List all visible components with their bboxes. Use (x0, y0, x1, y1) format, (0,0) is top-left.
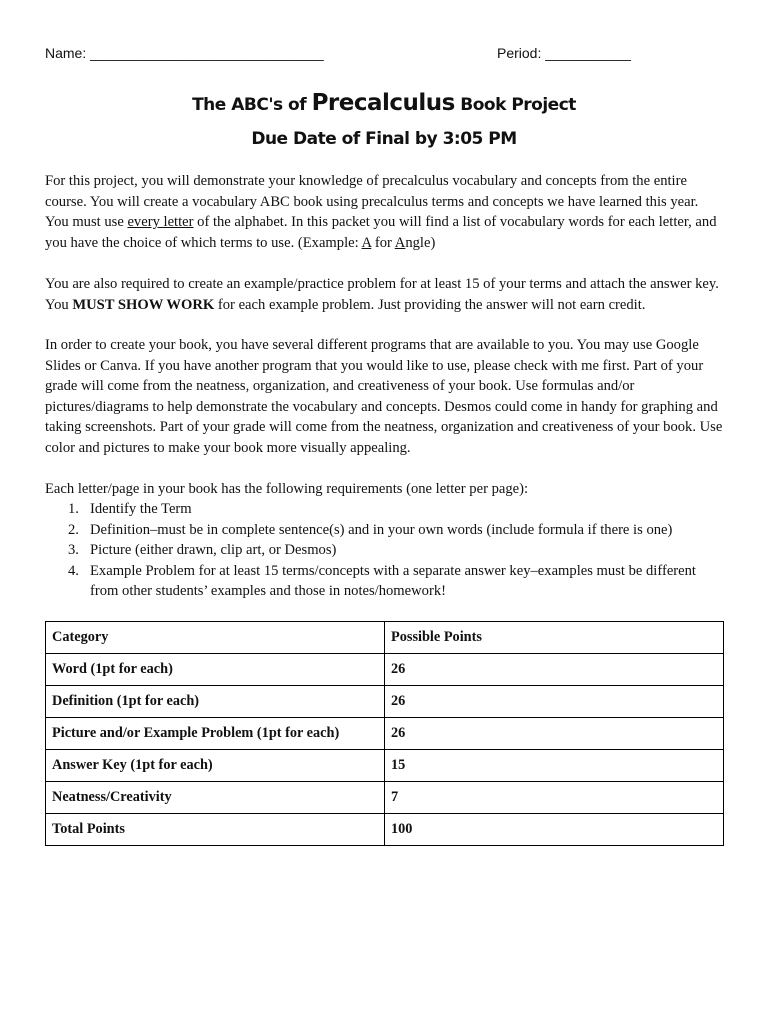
intro-underlined-a-2: A (394, 234, 406, 251)
requirement-number: 4. (68, 562, 79, 579)
table-row (46, 718, 724, 750)
table-cell-points: 15 (385, 750, 724, 782)
requirement-text: Identify the Term (90, 501, 192, 517)
period-field-label: Period: ___________ (497, 45, 631, 61)
intro-text-1: For this project, you will demonstrate your knowledge of precalculus vocabulary and concepts from the entire course. You will create a vocabulary ABC book using precalculus terms and concepts we have learned this year. You must use (45, 173, 699, 230)
table-row (46, 686, 724, 718)
title-part-2: Precalculus (311, 90, 455, 116)
requirements-intro: Each letter/page in your book has the following requirements (one letter per page): (45, 481, 529, 497)
table-cell-points: 26 (385, 718, 724, 750)
table-cell-category: Answer Key (1pt for each) (46, 750, 385, 782)
requirement-number: 3. (68, 542, 79, 558)
table-total-row (46, 814, 724, 846)
title-part-3: Book Project (454, 95, 576, 115)
requirement-item (45, 520, 725, 541)
requirement-text: Picture (either drawn, clip art, or Desmos) (90, 542, 337, 558)
table-cell-points: 100 (385, 814, 724, 846)
requirement-item (45, 561, 725, 602)
requirement-number: 1. (68, 501, 79, 517)
table-row (46, 654, 724, 686)
table-cell-category: Word (1pt for each) (46, 654, 385, 686)
points-table (45, 621, 724, 846)
intro-underlined-a-1: A (361, 234, 372, 251)
table-cell-points: 26 (385, 654, 724, 686)
requirement-item (45, 540, 725, 561)
example-bold-must-show-work: MUST SHOW WORK (72, 296, 215, 313)
table-cell-category: Total Points (46, 814, 385, 846)
requirement-number: 2. (68, 521, 79, 538)
intro-text-4: ngle) (405, 234, 436, 251)
table-cell-category: Category (46, 622, 385, 654)
table-cell-points: Possible Points (385, 622, 724, 654)
requirement-text: Definition–must be in complete sentence(s) and in your own words (include formula if there is one) (90, 521, 673, 538)
table-row (46, 782, 724, 814)
table-cell-category: Definition (1pt for each) (46, 686, 385, 718)
table-cell-category: Neatness/Creativity (46, 782, 385, 814)
table-row (46, 750, 724, 782)
requirement-text: Example Problem for at least 15 terms/concepts with a separate answer key–examples must be different from other students’ examples and those in notes/homework! (90, 562, 696, 599)
name-field-label: Name: ______________________________ (45, 45, 324, 61)
example-text-1: You are also required to create an example/practice problem for at least 15 of your terms and attach the answer key. You (45, 276, 719, 313)
programs-paragraph: In order to create your book, you have several different programs that are available to you. You may use Google Slides or Canva. If you have another program that you would like to use, please check with me first. Part of your grade will come from the neatness, organization, and creativeness of your book. Use formulas and/or pictures/diagrams to help demonstrate the vocabulary and concepts. Desmos could come in handy for graphing and taking screenshots. Part of your grade will come from the neatness, organization and creativeness of your book. Use color and pictures to make your book more visually appealing. (45, 337, 723, 456)
page-title (0, 88, 768, 120)
example-text-2: for each example problem. Just providing the answer will not earn credit. (214, 296, 646, 313)
table-cell-category: Picture and/or Example Problem (1pt for each) (46, 718, 385, 750)
intro-paragraph (45, 171, 725, 253)
intro-text-3: for (371, 234, 395, 251)
intro-text-2: of the alphabet. In this packet you will find a list of vocabulary words for each letter, and you have the choice of which terms to use. (Example: (45, 214, 717, 251)
requirement-item (45, 499, 725, 520)
title-part-1: The ABC's of (192, 95, 312, 115)
example-problem-paragraph (45, 274, 725, 315)
requirements-list (45, 499, 725, 602)
intro-underlined-every-letter: every letter (127, 214, 194, 230)
table-cell-points: 26 (385, 686, 724, 718)
table-cell-points: 7 (385, 782, 724, 814)
due-date-subtitle: Due Date of Final by 3:05 PM (251, 129, 517, 149)
table-header-row (46, 622, 724, 654)
